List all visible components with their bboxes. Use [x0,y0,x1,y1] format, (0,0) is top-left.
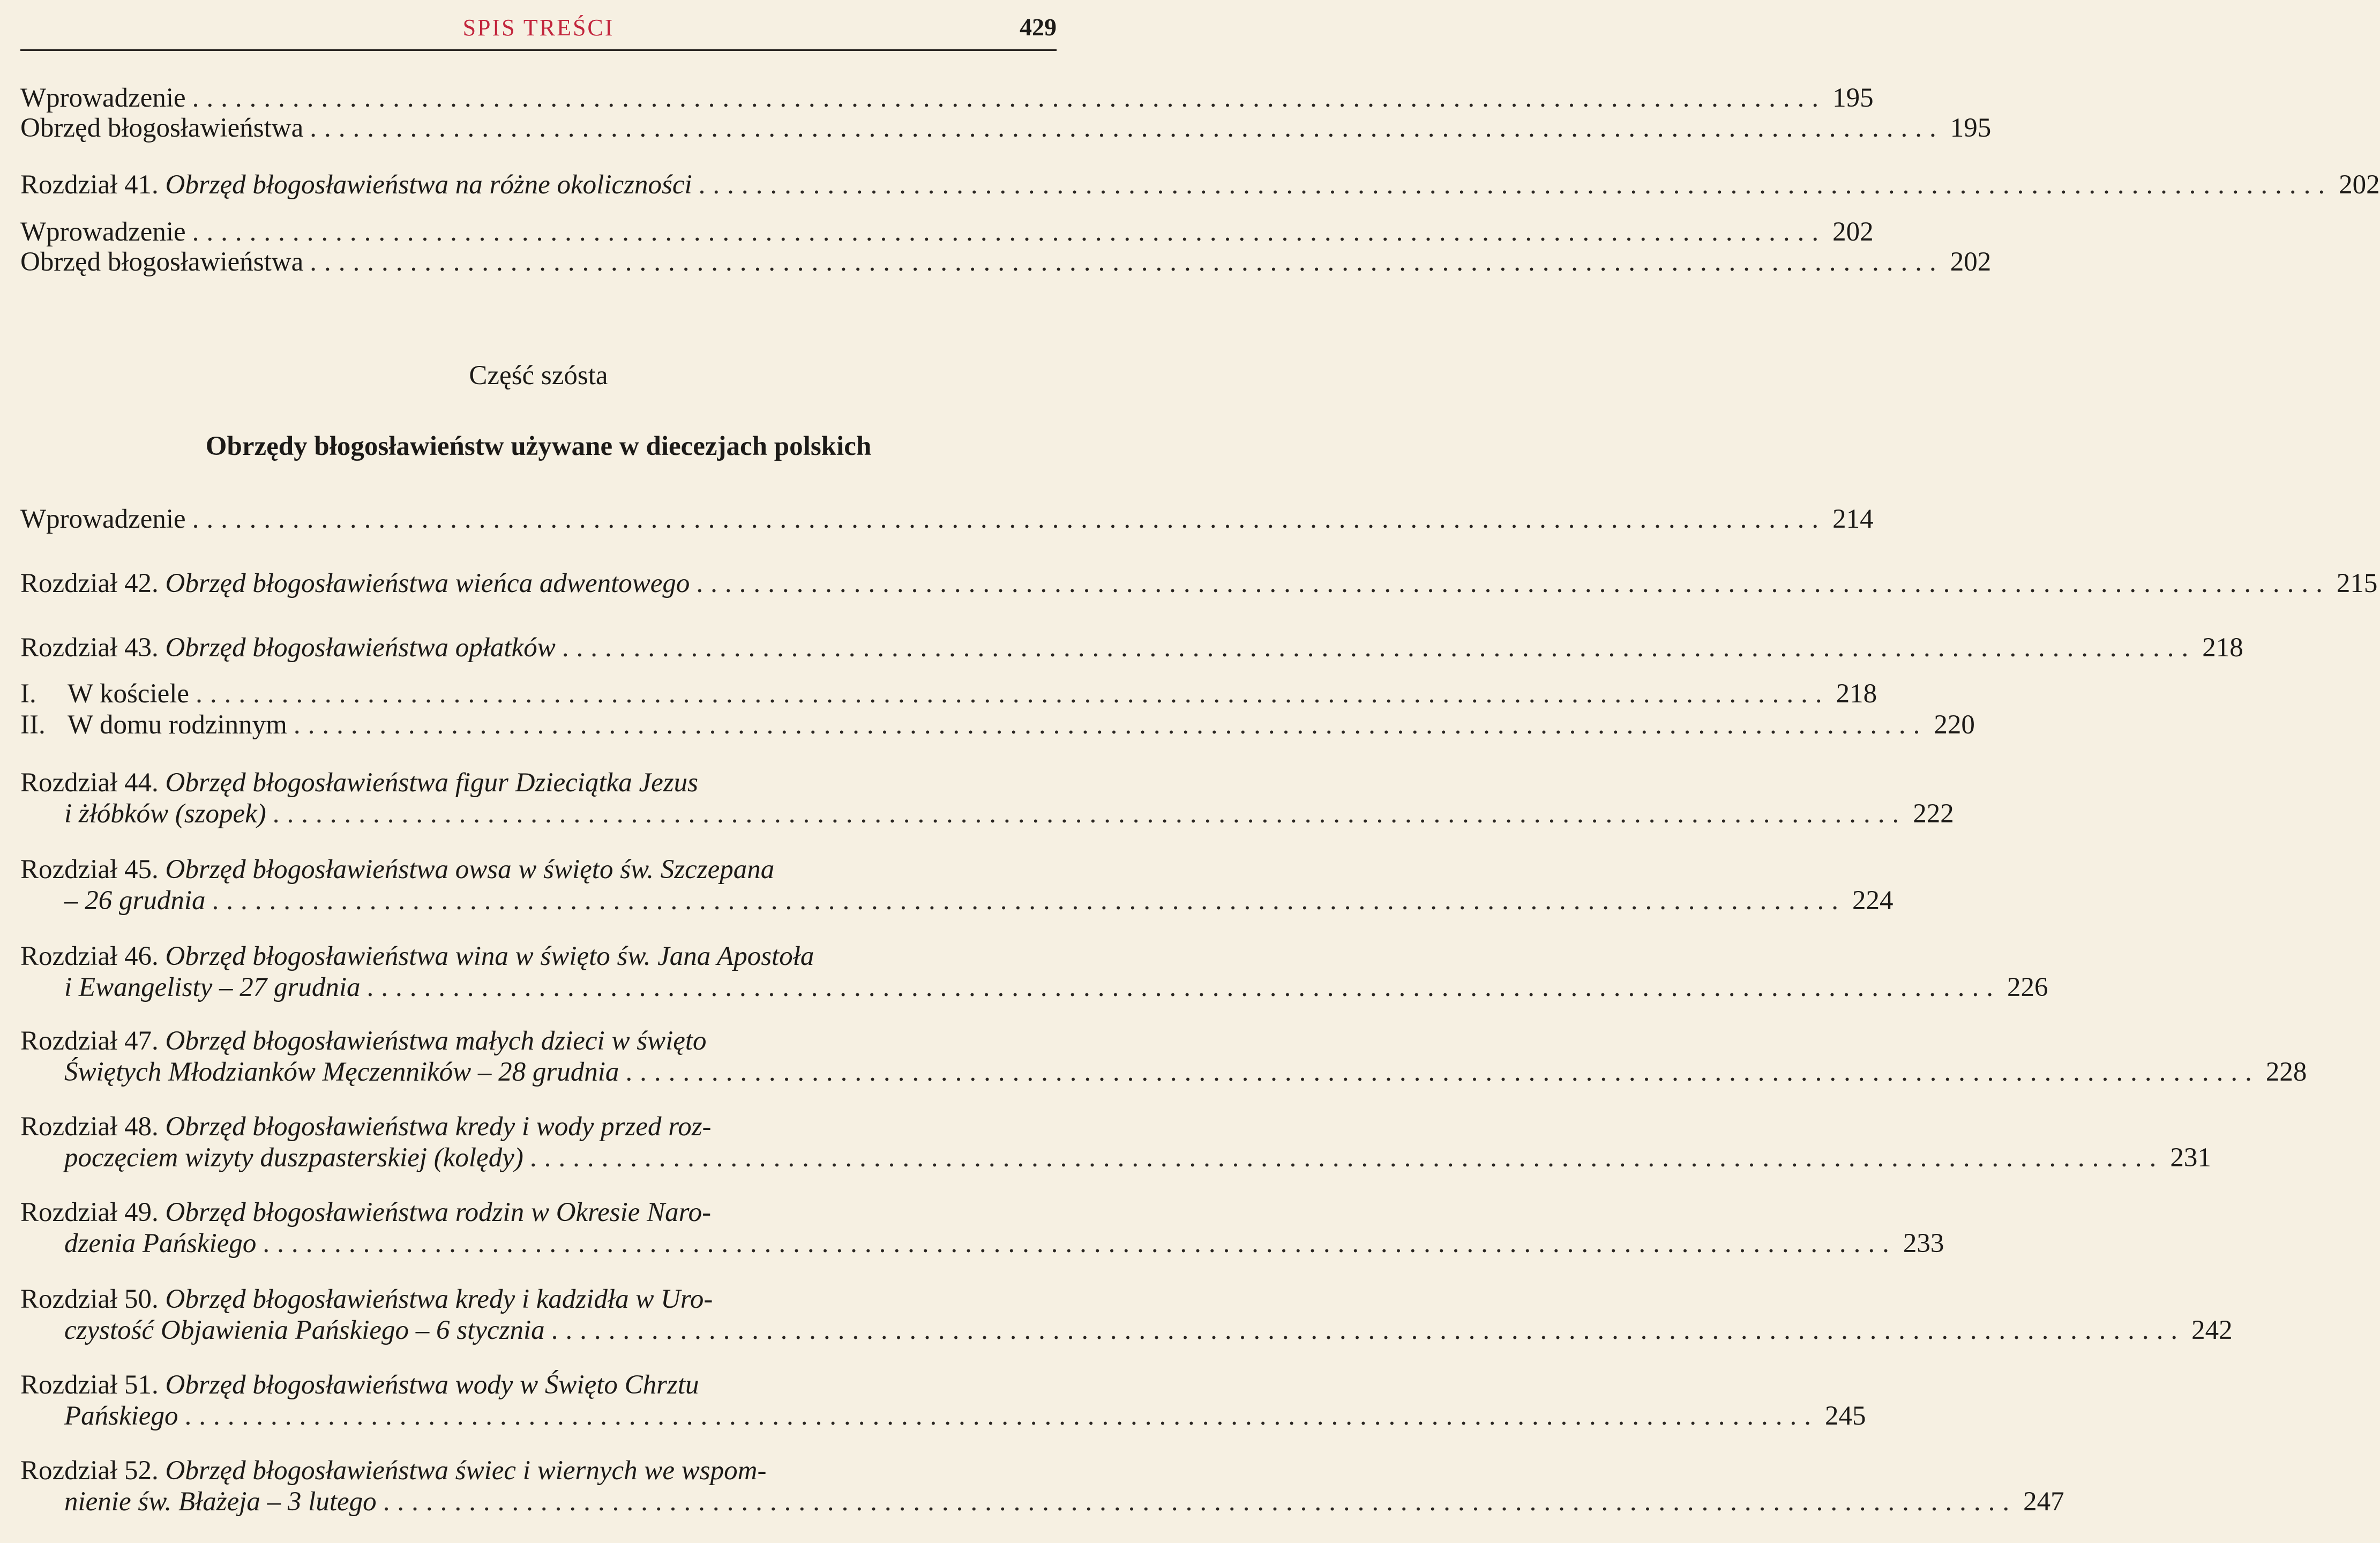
chapter-number: Rozdział 43. [20,633,166,663]
toc-entry[interactable]: II. W domu rodzinnym .................................................................................................................. 220 [20,710,1975,740]
chapter-title: Obrzęd błogosławieństwa świec i wiernych we wspom- [165,1456,767,1486]
toc-chapter-first-line[interactable] [20,1025,1057,1057]
chapter-title: Obrzęd błogosławieństwa kredy i wody przed roz- [165,1112,712,1142]
chapter-title: Obrzęd błogosławieństwa na różne okoliczności [165,170,692,200]
chapter-number: Rozdział 45. [20,855,166,885]
chapter-title-continued: – 26 grudnia [64,886,206,916]
toc-entry-label: W kościele [68,679,190,709]
toc-entry-page: 226 [2007,972,2048,1002]
toc-entry[interactable]: Obrzęd błogosławieństwa .................................................................................................................. 195 [20,113,1992,143]
chapter-title-continued: i żłóbków (szopek) [64,799,266,829]
section-number: II. [20,710,46,740]
page-header [20,0,1057,51]
toc-entry-page: 215 [2336,568,2378,598]
toc-chapter[interactable]: Rozdział 43. Obrzęd błogosławieństwa opłatków .................................................................................................................. 218 [20,633,2243,663]
page-number: 429 [1020,13,1057,41]
toc-entry-page: 224 [1852,886,1893,916]
toc-chapter-first-line[interactable] [20,1197,1057,1228]
toc-chapter-continuation[interactable]: dzenia Pańskiego .................................................................................................................. 233 [64,1229,1944,1259]
chapter-title-continued: dzenia Pańskiego [64,1229,257,1259]
toc-entry-page: 228 [2265,1057,2307,1087]
toc-chapter-first-line[interactable] [20,1284,1057,1315]
toc-entry-page: 218 [2202,633,2243,663]
toc-entry-page: 245 [1824,1401,1866,1431]
chapter-number: Rozdział 47. [20,1026,166,1056]
toc-entry-page: 233 [1903,1229,1944,1259]
chapter-title: Obrzęd błogosławieństwa rodzin w Okresie Naro- [165,1197,712,1227]
chapter-title-continued: Pańskiego [64,1401,178,1431]
toc-chapter-continuation[interactable]: nienie św. Błażeja – 3 lutego .................................................................................................................. 247 [64,1487,2064,1517]
toc-entry-label: Wprowadzenie [20,504,186,534]
toc-entry-page: 247 [2023,1487,2064,1517]
toc-entry-page: 214 [1832,504,1874,534]
toc-entry[interactable]: Wprowadzenie .................................................................................................................. 202 [20,217,1874,247]
part-heading: Część szósta [469,361,608,391]
toc-chapter-continuation[interactable]: poczęciem wizyty duszpasterskiej (kolędy) .................................................................................................................. 231 [64,1143,2211,1173]
chapter-title-continued: czystość Objawienia Pańskiego – 6 stycznia [64,1315,545,1345]
toc-entry[interactable]: I. W kościele .................................................................................................................. 218 [20,679,1877,709]
toc-entry[interactable]: Obrzęd błogosławieństwa .................................................................................................................. 202 [20,247,1992,277]
toc-entry-page: 195 [1950,113,1992,143]
chapter-title: Obrzęd błogosławieństwa małych dzieci w święto [165,1026,707,1056]
chapter-number: Rozdział 44. [20,768,166,798]
toc-entry[interactable]: Wprowadzenie .................................................................................................................. 195 [20,83,1874,113]
toc-chapter-continuation[interactable]: Pańskiego .................................................................................................................. 245 [64,1401,1866,1431]
toc-chapter-first-line[interactable] [20,1369,1057,1400]
chapter-number: Rozdział 50. [20,1284,166,1314]
section-number: I. [20,679,36,709]
chapter-title: Obrzęd błogosławieństwa opłatków [165,633,556,663]
chapter-title-continued: i Ewangelisty – 27 grudnia [64,972,361,1002]
toc-chapter-continuation[interactable]: i żłóbków (szopek) .................................................................................................................. 222 [64,799,1954,829]
toc-entry-page: 218 [1836,679,1877,709]
toc-chapter-continuation[interactable]: Świętych Młodzianków Męczenników – 28 grudnia .................................................................................................................. 228 [64,1057,2307,1087]
chapter-number: Rozdział 48. [20,1112,166,1142]
toc-entry-label: Wprowadzenie [20,217,186,247]
chapter-title: Obrzęd błogosławieństwa wieńca adwentowego [165,568,690,598]
chapter-number: Rozdział 41. [20,170,166,200]
toc-chapter-first-line[interactable] [20,854,1057,885]
toc-entry-page: 202 [1832,217,1874,247]
toc-chapter-first-line[interactable] [20,941,1057,972]
chapter-number: Rozdział 52. [20,1456,166,1486]
chapter-title-continued: nienie św. Błażeja – 3 lutego [64,1487,377,1517]
chapter-title-continued: Świętych Młodzianków Męczenników – 28 grudnia [64,1057,619,1087]
chapter-title-continued: poczęciem wizyty duszpasterskiej (kolędy) [64,1143,523,1173]
toc-entry-page: 220 [1934,710,1975,740]
chapter-number: Rozdział 42. [20,568,166,598]
chapter-title: Obrzęd błogosławieństwa wody w Święto Chrztu [165,1370,699,1400]
toc-chapter-continuation[interactable]: czystość Objawienia Pańskiego – 6 stycznia .................................................................................................................. 242 [64,1315,2233,1345]
toc-chapter-first-line[interactable] [20,1455,1057,1486]
toc-chapter-continuation[interactable]: – 26 grudnia .................................................................................................................. 224 [64,886,1893,916]
toc-chapter[interactable]: Rozdział 42. Obrzęd błogosławieństwa wieńca adwentowego .................................................................................................................. 215 [20,568,2378,598]
toc-entry-label: W domu rodzinnym [68,710,287,740]
toc-entry-page: 202 [1950,247,1992,277]
toc-entry-page: 202 [2339,170,2380,200]
toc-entry[interactable]: Wprowadzenie .................................................................................................................. 214 [20,504,1874,534]
toc-chapter-first-line[interactable] [20,1111,1057,1142]
toc-chapter-first-line[interactable] [20,767,1057,798]
chapter-title: Obrzęd błogosławieństwa wina w święto św. Jana Apostoła [165,941,814,971]
toc-entry-label: Obrzęd błogosławieństwa [20,247,304,277]
chapter-number: Rozdział 51. [20,1370,166,1400]
part-title: Obrzędy błogosławieństw używane w diecezjach polskich [205,431,872,461]
toc-chapter[interactable]: Rozdział 41. Obrzęd błogosławieństwa na różne okoliczności .................................................................................................................. 202 [20,170,2380,200]
toc-entry-page: 222 [1913,799,1954,829]
toc-entry-page: 231 [2170,1143,2211,1173]
chapter-title: Obrzęd błogosławieństwa figur Dzieciątka Jezus [165,768,698,798]
chapter-number: Rozdział 46. [20,941,166,971]
running-title: SPIS TREŚCI [462,14,615,41]
chapter-number: Rozdział 49. [20,1197,166,1227]
chapter-title: Obrzęd błogosławieństwa owsa w święto św. Szczepana [165,855,775,885]
toc-entry-page: 195 [1832,83,1874,113]
toc-entry-label: Wprowadzenie [20,83,186,113]
chapter-title: Obrzęd błogosławieństwa kredy i kadzidła w Uro- [165,1284,713,1314]
toc-entry-page: 242 [2191,1315,2233,1345]
toc-chapter-continuation[interactable]: i Ewangelisty – 27 grudnia .................................................................................................................. 226 [64,972,2048,1002]
toc-entry-label: Obrzęd błogosławieństwa [20,113,304,143]
